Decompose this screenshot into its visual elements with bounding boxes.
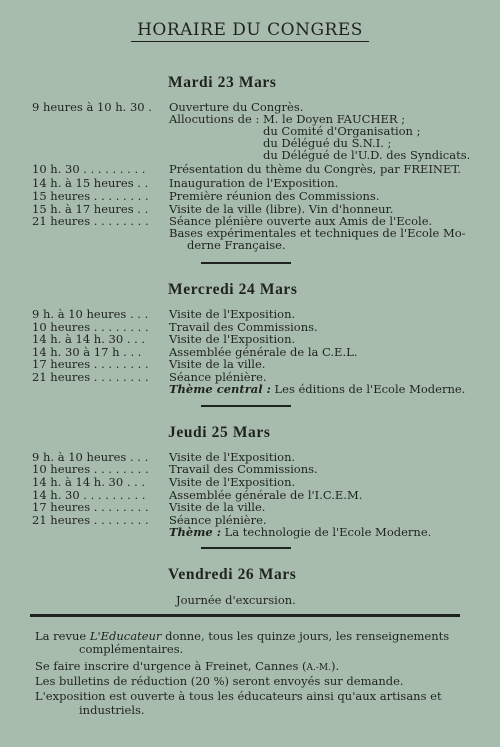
event-cell: du Délégué de l'U.D. des Syndicats. <box>263 148 471 162</box>
event-cell: Assemblée générale de l'I.C.E.M. <box>169 488 363 502</box>
event-cell: Séance plénière. <box>169 370 267 384</box>
event-cell: Bases expérimentales et techniques de l'Ecole Mo- <box>169 226 466 240</box>
theme-label: Thème : <box>169 525 221 539</box>
event-cell <box>169 526 431 538</box>
time-cell: 17 heures . . . . . . . . <box>32 357 149 371</box>
day-heading: Mercredi 24 Mars <box>168 281 298 298</box>
day-heading: Jeudi 25 Mars <box>168 424 271 441</box>
journal-title: L'Educateur <box>89 629 162 643</box>
event-cell: Travail des Commissions. <box>169 320 318 334</box>
time-cell: 17 heures . . . . . . . . <box>32 500 149 514</box>
time-cell: 15 h. à 17 heures . . <box>32 202 149 216</box>
time-cell: 9 h. à 10 heures . . . <box>32 450 149 464</box>
footer-divider <box>30 614 460 617</box>
event-cell: du Délégué du S.N.I. ; <box>263 136 392 150</box>
event-cell: Visite de l'Exposition. <box>169 475 296 489</box>
time-cell: 21 heures . . . . . . . . <box>32 513 149 527</box>
section-divider <box>201 405 291 407</box>
day-heading: Mardi 23 Mars <box>168 74 277 91</box>
event-cell: Présentation du thème du Congrès, par FREINET. <box>169 162 462 176</box>
event-cell: Visite de la ville. <box>169 500 266 514</box>
page-title: HORAIRE DU CONGRES <box>0 20 500 40</box>
note-revue: La revue L'Educateur donne, tous les quinze jours, les renseignements <box>35 629 450 643</box>
event-cell <box>169 383 465 395</box>
event-cell: Travail des Commissions. <box>169 462 318 476</box>
theme-text: La technologie de l'Ecole Moderne. <box>224 525 432 539</box>
event-cell: Ouverture du Congrès. <box>169 100 304 114</box>
note-exposition-cont: industriels. <box>79 703 145 717</box>
event-cell: Allocutions de : M. le Doyen FAUCHER ; <box>169 112 406 126</box>
event-cell: Séance plénière ouverte aux Amis de l'Ecole. <box>169 214 433 228</box>
event-cell: Visite de la ville. <box>169 357 266 371</box>
time-cell: 9 h. à 10 heures . . . <box>32 307 149 321</box>
time-cell: 9 heures à 10 h. 30 . <box>32 100 152 114</box>
event-cell: Assemblée générale de la C.E.L. <box>169 345 358 359</box>
event-cell: Journée d'excursion. <box>176 593 296 607</box>
time-cell: 10 h. 30 . . . . . . . . . <box>32 162 146 176</box>
time-cell: 14 h. à 15 heures . . <box>32 176 149 190</box>
time-cell: 21 heures . . . . . . . . <box>32 214 149 228</box>
note-bulletins: Les bulletins de réduction (20 %) seront envoyés sur demande. <box>35 674 404 688</box>
event-cell: derne Française. <box>187 238 286 252</box>
event-cell: du Comité d'Organisation ; <box>263 124 421 138</box>
note-inscription: Se faire inscrire d'urgence à Freinet, Cannes (A.-M.). <box>35 659 340 673</box>
time-cell: 14 h. 30 . . . . . . . . . <box>32 488 146 502</box>
time-cell: 10 heures . . . . . . . . <box>32 462 149 476</box>
time-cell: 10 heures . . . . . . . . <box>32 320 149 334</box>
event-cell: Visite de l'Exposition. <box>169 307 296 321</box>
theme-text: Les éditions de l'Ecole Moderne. <box>274 382 466 396</box>
time-cell: 14 h. à 14 h. 30 . . . <box>32 332 146 346</box>
event-cell: Visite de l'Exposition. <box>169 450 296 464</box>
theme-label: Thème central : <box>169 382 271 396</box>
event-cell: Visite de la ville (libre). Vin d'honneur. <box>169 202 394 216</box>
event-cell: Première réunion des Commissions. <box>169 189 380 203</box>
event-cell: Visite de l'Exposition. <box>169 332 296 346</box>
time-cell: 14 h. 30 à 17 h . . . <box>32 345 142 359</box>
section-divider <box>201 262 291 264</box>
day-heading: Vendredi 26 Mars <box>168 566 297 583</box>
note-exposition: L'exposition est ouverte à tous les éducateurs ainsi qu'aux artisans et <box>35 689 442 703</box>
note-revue-cont: complémentaires. <box>79 642 184 656</box>
section-divider <box>201 547 291 549</box>
time-cell: 21 heures . . . . . . . . <box>32 370 149 384</box>
event-cell: Inauguration de l'Exposition. <box>169 176 339 190</box>
time-cell: 14 h. à 14 h. 30 . . . <box>32 475 146 489</box>
event-cell: Séance plénière. <box>169 513 267 527</box>
time-cell: 15 heures . . . . . . . . <box>32 189 149 203</box>
